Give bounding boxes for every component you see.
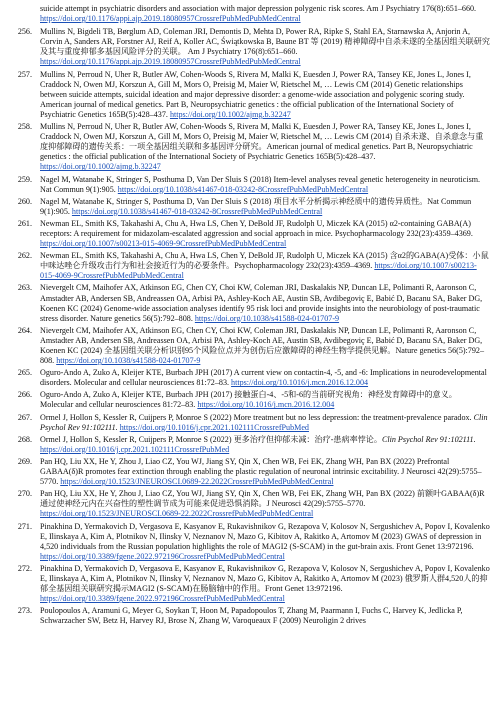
reference-body [40,489,490,519]
reference-item [8,70,490,120]
reference-text: Oguro-Ando A, Zuko A, Kleijer KTE, Burbach JPH (2017) 接触蛋白-4、-5和-6的当前研究视角：神经发育障碍中的意义。 Molecular and cellular neurosciences 81:72–83. [40,390,457,410]
reference-list [8,27,490,626]
reference-text: Mullins N, Perroud N, Uher R, Butler AW, Cohen-Woods S, Rivera M, Malki K, Euesden J, Power RA, Tansey KE, Jones L, Jones I, Craddock N, Owen MJ, Korszun A, Gill M, Mors O, Preisig M, Maier W, Rietschel M, … Lewis CM (2014) 自杀未遂、自杀意念与重度抑郁障碍的遗传关系：一项全基因组关联和多基因评分研究。American journal of medical genetics. Part B, Neuropsychiatric genetics : the official publication of the International Society of Psychiatric Genetics 165B(5):428–437. [40,122,484,162]
reference-text: Pinakhina D, Yermakovich D, Vergasova E, Kasyanov E, Rukavishnikov G, Rezapova V, Kolosov N, Sergushichev A, Popov I, Kovalenko E, Ilinskaya A, Kim A, Plotnikov N, Ilinsky V, Neznanov N, Mazo G, Kibitov A, Rakitko A, Artomov M (2023) 俄罗斯人群4,520人的抑郁全基因组关联研究揭示MAGI2 (S-SCAM)在肠脑轴中的作用。Front Genet 13:972196. [40,563,490,594]
reference-body [40,175,490,195]
reference-continuation [8,4,490,24]
reference-item [8,251,490,281]
reference-body [40,606,490,626]
reference-body [40,219,490,249]
reference-body [40,197,490,217]
doi-link[interactable]: https://doi.org/10.1007/s00213-015-4069-9CrossrefPubMedPubMedCentral [40,239,287,249]
doi-link[interactable]: https://doi.org/10.1038/s41588-024-01707-9 [56,356,201,366]
doi-link[interactable]: https://doi.org/10.3389/fgene.2022.972196CrossrefPubMedPubMedCentral [40,551,285,561]
doi-link[interactable]: https://doi.org/10.1038/s41467-018-03242-8CrossrefPubMedPubMedCentral [71,206,323,216]
reference-item [8,489,490,519]
journal-citation: Clin Psychol Rev 91:102111. [381,434,476,444]
reference-body [40,122,490,172]
reference-body [40,70,490,120]
doi-link[interactable]: https://doi.org/10.1016/j.mcn.2016.12.004 [197,400,335,410]
reference-text: Ormel J, Hollon S, Kessler R, Cuijpers P, Monroe S (2022) More treatment but no less depression: the treatment-prevalence paradox. [40,412,474,422]
reference-item [8,413,490,433]
reference-body [40,251,490,281]
doi-link[interactable]: https://doi.org/10.1016/j.cpr.2021.102111CrossrefPubMed [40,444,230,454]
reference-number: 263. [17,283,32,293]
reference-item [8,219,490,249]
doi-link[interactable]: https://doi.org/10.1523/JNEUROSCI.0689-22.2022CrossrefPubMedPubMedCentral [60,477,334,487]
doi-link[interactable]: https://doi.org/10.1523/JNEUROSCI.0689-22.2022CrossrefPubMedPubMedCentral [40,509,314,519]
doi-link[interactable]: https://doi.org/10.1038/s41467-018-03242-8CrossrefPubMedPubMedCentral [117,184,369,194]
reference-text: Poulopoulos A, Aramuni G, Meyer G, Soykan T, Hoon M, Papadopoulos T, Zhang M, Paarmann I, Fuchs C, Harvey K, Jedlicka P, Schwarzacher SW, Betz H, Harvey RJ, Brose N, Zhang W, Varoqueaux F (2009) Neuroligin 2 drives [40,606,463,626]
reference-text: Nievergelt CM, Maihofer AX, Atkinson EG, Chen CY, Choi KW, Coleman JRI, Daskalakis NP, Duncan LE, Polimanti R, Aaronson C, Amstadter AB, Andersen SB, Andreassen OA, Arbisi PA, Ashley-Koch AE, Austin SB, Avdibegoviç E, Babić D, Bacanu SA, Baker DG, Koenen KC (2024) 全基因组关联分析识别95个风险位点并为创伤后应激障碍的神经生物学提供见解。Nature genetics 56(5):792–808. [40,325,484,366]
reference-body [40,522,490,562]
reference-number: 268. [17,434,32,444]
reference-item [8,435,490,455]
reference-number: 262. [17,251,32,261]
doi-link[interactable]: https://doi.org/10.1176/appi.ajp.2019.18080957CrossrefPubMedPubMedCentral [40,57,301,67]
reference-item [8,197,490,217]
reference-text: Newman EL, Smith KS, Takahashi A, Chu A, Hwa LS, Chen Y, DeBold JF, Rudolph U, Miczek KA (2015) α2-containing GABA(A) receptors: A requirement for midazolam-escalated aggression and social approach in mice. Psychopharmacology 232(23):4359–4369. [40,218,473,238]
reference-text: Pan HQ, Liu XX, He Y, Zhou J, Liao CZ, You WJ, Jiang SY, Qin X, Chen WB, Fei EK, Zhang WH, Pan BX (2022) Prefrontal GABAA(δ)R promotes fear extinction through enabling the plastic regulation of neuronal intrinsic excitability. J Neurosci 42(29):5755–5770. [40,456,482,487]
reference-number: 267. [17,412,32,422]
reference-text: suicide attempt in psychiatric disorders and association with major depression polygenic risk scores. Am J Psychiatry 176(8):651–660. [40,4,477,13]
reference-number: 261. [17,218,32,228]
reference-text: Nagel M, Watanabe K, Stringer S, Posthuma D, Van Der Sluis S (2018) Item-level analyses reveal genetic heterogeneity in neuroticism. Nat Commun 9(1):905. [40,174,481,194]
reference-number: 256. [17,27,32,37]
reference-number: 257. [17,69,32,79]
reference-text: Pan HQ, Liu XX, He Y, Zhou J, Liao CZ, You WJ, Jiang SY, Qin X, Chen WB, Fei EK, Zhang WH, Pan BX (2022) 前额叶GABAA(δ)R通过使神经元内在兴奋性的塑性调节成为可能来促进恐惧消除。J Neurosci 42(29):5755–5770. [40,489,485,509]
reference-number: 269. [17,456,32,466]
doi-link[interactable]: https://doi.org/10.1038/s41588-024-01707-9 [194,313,340,323]
reference-text: Nievergelt CM, Maihofer AX, Atkinson EG, Chen CY, Choi KW, Coleman JRI, Daskalakis NP, Duncan LE, Polimanti R, Aaronson C, Amstadter AB, Andersen SB, Andreassen OA, Arbisi PA, Ashley-Koch AE, Austin SB, Avdibegoviç E, Babić D, Bacanu SA, Baker DG, Koenen KC (2024) Genome-wide association analyses identify 95 risk loci and provide insights into the neurobiology of post-traumatic stress disorder. Nature genetics 56(5):792–808. [40,283,483,323]
reference-number: 271. [17,521,32,531]
reference-text: Pinakhina D, Yermakovich D, Vergasova E, Kasyanov E, Rukavishnikov G, Rezapova V, Kolosov N, Sergushichev A, Popov I, Kovalenko E, Ilinskaya A, Kim A, Plotnikov N, Ilinsky V, Neznanov N, Mazo G, Kibitov A, Rakitko A, Artomov M (2023) GWAS of depression in 4,520 individuals from the Russian population highlights the role of MAGI2 (S-SCAM) in the gut-brain axis. Front Genet 13:972196. [40,521,490,551]
reference-item [8,457,490,487]
reference-number: 270. [17,489,32,499]
reference-text: Mullins N, Bigdeli TB, Børglum AD, Coleman JRI, Demontis D, Mehta D, Power RA, Ripke S, Stahl EA, Starnawska A, Anjorin A, Corvin A, Sanders AR, Forstner AJ, Reif A, Koller AC, Świątkowska B, Baune BT 等 (2019) 精神障碍中自杀未遂的全基因组关联研究及其与重度抑郁多基因风险评分的关联。 Am J Psychiatry 176(8):651–660. [40,27,490,57]
doi-link[interactable]: https://doi.org/10.1007/s00213-015-4069-9CrossrefPubMedPubMedCentral [40,261,477,281]
reference-body [40,564,490,604]
doi-link[interactable]: https://doi.org/10.3389/fgene.2022.972196CrossrefPubMedPubMedCentral [40,594,285,604]
reference-number: 266. [17,390,32,400]
reference-body [40,368,490,388]
reference-item [8,606,490,626]
reference-item [8,175,490,195]
reference-body [40,326,490,366]
reference-number: 272. [17,563,32,573]
reference-number: 265. [17,368,32,378]
reference-item [8,390,490,410]
reference-item [8,564,490,604]
reference-number: 258. [17,122,32,132]
reference-body [40,413,490,433]
reference-text: Oguro-Ando A, Zuko A, Kleijer KTE, Burbach JPH (2017) A current view on contactin-4, -5, and -6: Implications in neurodevelopmental disorders. Molecular and cellular neurosciences 81:72–83. [40,368,487,388]
reference-item [8,522,490,562]
doi-link[interactable]: https://doi.org/10.1016/j.mcn.2016.12.004 [231,378,369,388]
reference-body [40,283,490,323]
reference-text: Mullins N, Perroud N, Uher R, Butler AW, Cohen-Woods S, Rivera M, Malki K, Euesden J, Power RA, Tansey KE, Jones L, Jones I, Craddock N, Owen MJ, Korszun A, Gill M, Mors O, Preisig M, Maier W, Rietschel M, … Lewis CM (2014) Genetic relationships between suicide attempts, suicidal ideation and major depressive disorder: a genome-wide association and polygenic scoring study. American journal of medical genetics. Part B, Neuropsychiatric genetics : the official publication of the International Society of Psychiatric Genetics 165B(5):428–437. [40,69,471,119]
reference-body [40,435,490,455]
reference-number: 260. [17,196,32,206]
reference-item [8,122,490,172]
reference-item [8,326,490,366]
reference-number: 264. [17,325,32,335]
reference-item [8,27,490,67]
journal-citation: Clin Psychol Rev 91:102111. [40,412,488,432]
reference-body [40,27,490,67]
doi-link[interactable]: https://doi.org/10.1016/j.cpr.2021.102111CrossrefPubMed [119,422,309,432]
reference-item [8,368,490,388]
reference-body [40,457,490,487]
reference-text: Newman EL, Smith KS, Takahashi A, Chu A, Hwa LS, Chen Y, DeBold JF, Rudolph U, Miczek KA (2015) 含α2的GABA(A)受体：小鼠中咪达唑仑升级攻击行为和社会接近行为的必要条件。Psychopharmacology 232(23):4359–4369. [40,251,489,271]
reference-text: Ormel J, Hollon S, Kessler R, Cuijpers P, Monroe S (2022) 更多治疗但抑郁未减：治疗-患病率悖论。 [40,434,382,444]
doi-link[interactable]: https://doi.org/10.1002/ajmg.b.32247 [169,109,291,119]
reference-number: 259. [17,174,32,184]
reference-text: Nagel M, Watanabe K, Stringer S, Posthuma D, Van Der Sluis S (2018) 项目水平分析揭示神经质中的遗传异质性。Nat Commun 9(1):905. [40,196,472,216]
doi-link[interactable]: https://doi.org/10.1002/ajmg.b.32247 [40,162,161,172]
reference-item [8,283,490,323]
doi-link[interactable]: https://doi.org/10.1176/appi.ajp.2019.18080957CrossrefPubMedPubMedCentral [40,14,301,24]
reference-body [40,390,490,410]
reference-number: 273. [17,606,32,616]
